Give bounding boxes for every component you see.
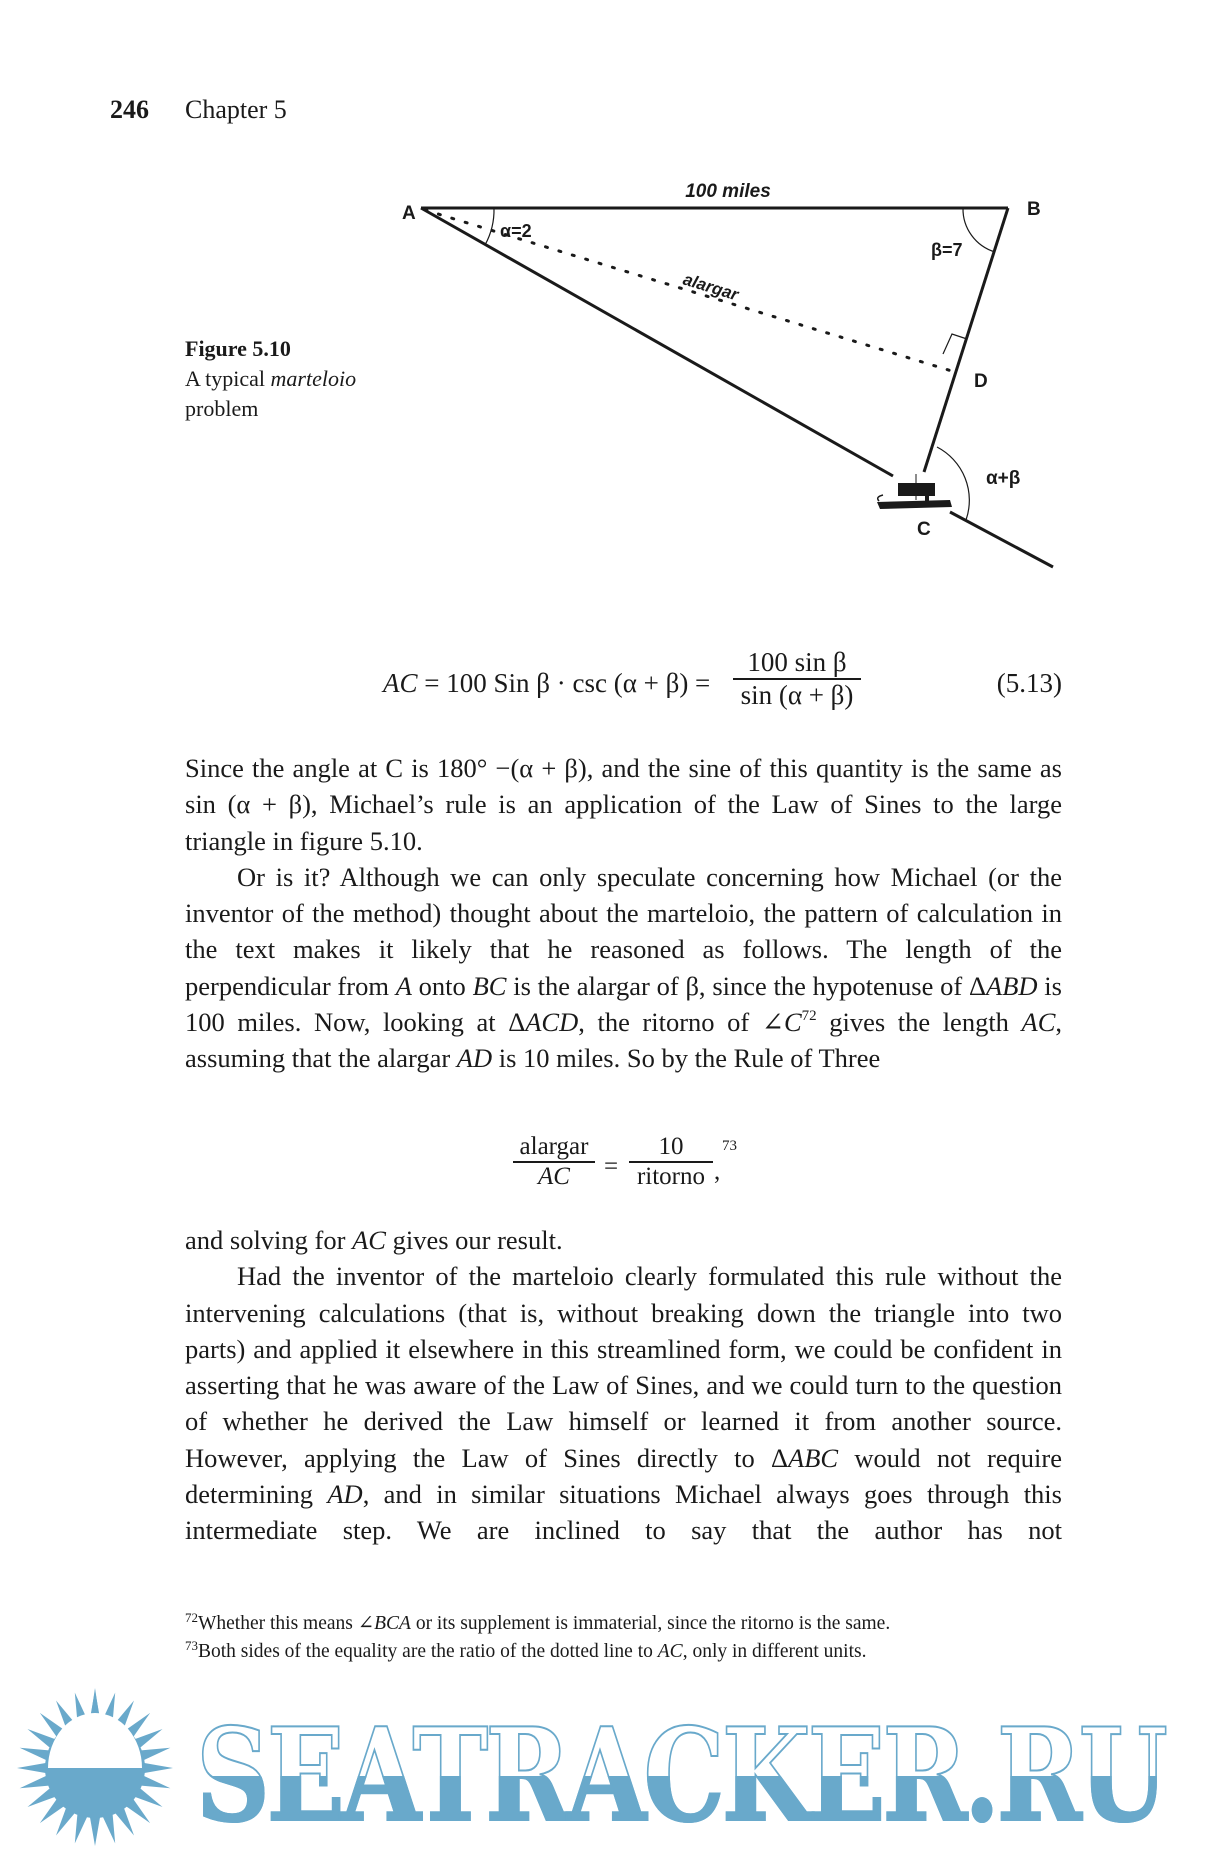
fraction-denominator: ritorno xyxy=(636,1163,706,1190)
rule-of-three-equals: = xyxy=(604,1153,619,1180)
angle-alpha-label: α=2 xyxy=(500,221,532,241)
angle-arc-beta xyxy=(963,208,995,252)
fraction-numerator: alargar xyxy=(519,1133,589,1160)
page-number: 246 xyxy=(110,95,149,124)
ship-icon xyxy=(877,474,952,509)
rule-of-three-right-fraction xyxy=(629,1133,713,1191)
paragraph-3: and solving for AC gives our result. xyxy=(185,1225,563,1255)
distance-label: 100 miles xyxy=(685,181,771,202)
angle-beta-label: β=7 xyxy=(931,240,963,260)
caption-text-end: problem xyxy=(185,396,259,421)
equation-fraction xyxy=(733,647,861,711)
equation-5-13 xyxy=(383,668,710,699)
footnote-72: $^{72}$Whether this means ∠BCA or its supplement is immaterial, since the ritorno is the same. xyxy=(185,1610,891,1634)
fraction-numerator: 100 sin β xyxy=(747,647,847,677)
vertex-a-label: A xyxy=(402,203,416,224)
figure-label: Figure 5.10 xyxy=(185,336,291,361)
fraction-denominator: AC xyxy=(538,1163,570,1190)
sun-icon xyxy=(0,1688,190,1858)
angle-arc-alpha-beta xyxy=(937,447,969,520)
paragraph-4: Had the inventor of the marteloio clearly formulated this rule without the intervening calculations (that is, without breaking down the triangle into two parts) and applied it elsewhere in this streamlined form, we could be confident in asserting that he was aware of the Law of Sines, and we could turn to the question of whether he derived the Law himself or learned it from another source. However, applying the Law of Sines directly to ΔABC would not require determining AD, and in similar situations Michael always goes through this intermediate step. We are inclined to say that the author has not xyxy=(185,1261,1062,1546)
footnote-ref-73[interactable]: 73 xyxy=(722,1138,737,1154)
vertex-c-label: C xyxy=(917,519,931,540)
equation-lhs: AC xyxy=(383,668,418,698)
rule-of-three-comma: , xyxy=(714,1158,721,1185)
footnote-ref-72[interactable]: 72 xyxy=(801,1008,817,1025)
fraction-numerator: 10 xyxy=(658,1133,684,1160)
fraction-denominator: sin (α + β) xyxy=(740,680,854,710)
angle-arc-alpha xyxy=(485,208,494,245)
vertex-b-label: B xyxy=(1027,199,1041,220)
paragraph-1: Since the angle at C is 180° −(α + β), and the sine of this quantity is the same as sin (α + β), Michael’s rule is an application of the Law of Sines to the large triangle in figure 5.10. xyxy=(185,753,1062,856)
rule-of-three-left-fraction xyxy=(513,1133,595,1191)
body-text-upper xyxy=(185,750,1062,1077)
marteloio-diagram xyxy=(0,0,1225,620)
caption-italic-term: marteloio xyxy=(270,366,357,391)
running-head-chapter: Chapter 5 xyxy=(185,95,287,124)
equation-middle: = 100 Sin β · csc (α + β) = xyxy=(424,668,711,698)
footnote-73: $^{73}$Both sides of the equality are the ratio of the dotted line to AC, only in different units. xyxy=(185,1638,867,1662)
equation-number: (5.13) xyxy=(996,668,1062,698)
caption-text: A typical xyxy=(185,366,271,391)
body-text-lower xyxy=(185,1222,1062,1549)
alargar-label: alargar xyxy=(680,269,741,305)
watermark-text: SEATRACKER.RU xyxy=(196,1701,1165,1851)
course-extension xyxy=(950,512,1053,567)
paragraph-2: Or is it? Although we can only speculate concerning how Michael (or the inventor of the method) thought about the marteloio, the pattern of calculation in the text makes it likely that he reasoned as follows. The length of the perpendicular from A onto BC is the alargar of β, since the hypotenuse of ΔABD is 100 miles. Now, looking at ΔACD, the ritorno of $\angle C^{72}$ gives the length AC, assuming that the alargar AD is 10 miles. So by the Rule of Three xyxy=(185,861,1063,1074)
side-ac xyxy=(421,208,893,476)
point-d-label: D xyxy=(974,371,988,392)
angle-sum-label: α+β xyxy=(986,468,1021,489)
